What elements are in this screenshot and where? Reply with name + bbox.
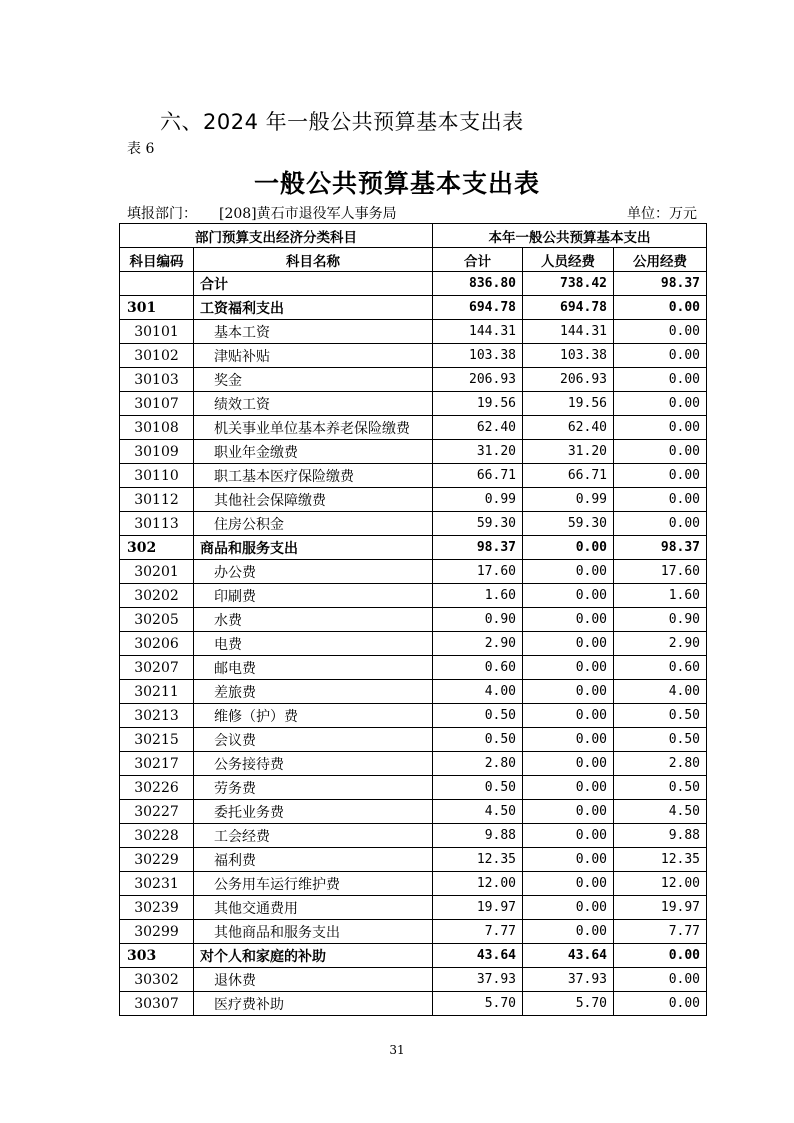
cell-code: 30109 <box>120 440 194 464</box>
cell-name: 水费 <box>194 608 433 632</box>
cell-personnel: 0.00 <box>523 824 614 848</box>
cell-total: 2.80 <box>433 752 523 776</box>
cell-name: 职业年金缴费 <box>194 440 433 464</box>
table-row <box>120 752 707 776</box>
cell-public: 19.97 <box>614 896 707 920</box>
cell-name: 住房公积金 <box>194 512 433 536</box>
cell-public: 98.37 <box>614 272 707 296</box>
cell-total: 1.60 <box>433 584 523 608</box>
cell-code: 30107 <box>120 392 194 416</box>
cell-public: 2.90 <box>614 632 707 656</box>
category-row <box>120 536 707 560</box>
cell-total: 62.40 <box>433 416 523 440</box>
cell-personnel: 43.64 <box>523 944 614 968</box>
cell-public: 0.00 <box>614 296 707 320</box>
cell-code: 30102 <box>120 344 194 368</box>
cell-public: 0.00 <box>614 320 707 344</box>
cell-public: 0.90 <box>614 608 707 632</box>
cell-name: 差旅费 <box>194 680 433 704</box>
header-classification-group: 部门预算支出经济分类科目 <box>120 224 433 248</box>
table-row <box>120 512 707 536</box>
cell-code: 30228 <box>120 824 194 848</box>
cell-public: 0.00 <box>614 968 707 992</box>
cell-name: 委托业务费 <box>194 800 433 824</box>
cell-code: 30239 <box>120 896 194 920</box>
cell-total: 206.93 <box>433 368 523 392</box>
table-row <box>120 848 707 872</box>
cell-personnel: 0.00 <box>523 680 614 704</box>
cell-code: 30307 <box>120 992 194 1016</box>
cell-public: 4.00 <box>614 680 707 704</box>
cell-total: 66.71 <box>433 464 523 488</box>
cell-code: 30231 <box>120 872 194 896</box>
cell-public: 0.50 <box>614 776 707 800</box>
cell-name: 退休费 <box>194 968 433 992</box>
cell-personnel: 37.93 <box>523 968 614 992</box>
header-name: 科目名称 <box>194 248 433 272</box>
cell-name: 机关事业单位基本养老保险缴费 <box>194 416 433 440</box>
header-total: 合计 <box>433 248 523 272</box>
table-row <box>120 728 707 752</box>
cell-total: 31.20 <box>433 440 523 464</box>
cell-personnel: 62.40 <box>523 416 614 440</box>
cell-personnel: 59.30 <box>523 512 614 536</box>
cell-total: 12.35 <box>433 848 523 872</box>
table-row <box>120 560 707 584</box>
cell-personnel: 144.31 <box>523 320 614 344</box>
cell-personnel: 0.00 <box>523 584 614 608</box>
cell-public: 0.60 <box>614 656 707 680</box>
cell-total: 98.37 <box>433 536 523 560</box>
cell-name: 对个人和家庭的补助 <box>194 944 433 968</box>
cell-code: 30299 <box>120 920 194 944</box>
cell-public: 1.60 <box>614 584 707 608</box>
cell-code: 301 <box>120 296 194 320</box>
cell-personnel: 0.00 <box>523 752 614 776</box>
cell-total: 7.77 <box>433 920 523 944</box>
cell-total: 19.97 <box>433 896 523 920</box>
cell-personnel: 0.00 <box>523 776 614 800</box>
cell-total: 0.60 <box>433 656 523 680</box>
cell-name: 公务用车运行维护费 <box>194 872 433 896</box>
cell-name: 会议费 <box>194 728 433 752</box>
cell-public: 2.80 <box>614 752 707 776</box>
cell-total: 0.99 <box>433 488 523 512</box>
header-budget-group: 本年一般公共预算基本支出 <box>433 224 707 248</box>
unit-label: 单位：万元 <box>627 206 697 222</box>
table-row <box>120 392 707 416</box>
cell-public: 12.35 <box>614 848 707 872</box>
cell-code: 30201 <box>120 560 194 584</box>
table-row <box>120 608 707 632</box>
cell-code: 30205 <box>120 608 194 632</box>
cell-public: 9.88 <box>614 824 707 848</box>
cell-total: 9.88 <box>433 824 523 848</box>
cell-total: 4.50 <box>433 800 523 824</box>
cell-code: 30213 <box>120 704 194 728</box>
cell-public: 7.77 <box>614 920 707 944</box>
cell-personnel: 0.00 <box>523 728 614 752</box>
cell-public: 17.60 <box>614 560 707 584</box>
cell-name: 印刷费 <box>194 584 433 608</box>
cell-name: 工会经费 <box>194 824 433 848</box>
cell-name: 工资福利支出 <box>194 296 433 320</box>
cell-total: 0.50 <box>433 776 523 800</box>
cell-name: 医疗费补助 <box>194 992 433 1016</box>
cell-code: 30229 <box>120 848 194 872</box>
cell-personnel: 0.00 <box>523 848 614 872</box>
cell-code: 30110 <box>120 464 194 488</box>
table-row <box>120 656 707 680</box>
cell-code: 30215 <box>120 728 194 752</box>
budget-expenditure-table <box>119 223 707 1016</box>
cell-code: 30226 <box>120 776 194 800</box>
category-row <box>120 296 707 320</box>
total-row <box>120 272 707 296</box>
table-row <box>120 992 707 1016</box>
table-row <box>120 872 707 896</box>
cell-public: 0.00 <box>614 368 707 392</box>
table-row <box>120 824 707 848</box>
cell-total: 0.50 <box>433 704 523 728</box>
cell-name: 劳务费 <box>194 776 433 800</box>
cell-personnel: 0.00 <box>523 704 614 728</box>
table-row <box>120 416 707 440</box>
table-row <box>120 776 707 800</box>
cell-total: 103.38 <box>433 344 523 368</box>
cell-public: 98.37 <box>614 536 707 560</box>
cell-name: 津贴补贴 <box>194 344 433 368</box>
cell-code: 30202 <box>120 584 194 608</box>
cell-total: 4.00 <box>433 680 523 704</box>
cell-personnel: 738.42 <box>523 272 614 296</box>
cell-name: 商品和服务支出 <box>194 536 433 560</box>
cell-public: 0.00 <box>614 464 707 488</box>
cell-total: 2.90 <box>433 632 523 656</box>
cell-personnel: 0.00 <box>523 872 614 896</box>
cell-name: 合计 <box>194 272 433 296</box>
table-label: 表 6 <box>127 141 155 157</box>
cell-code: 30207 <box>120 656 194 680</box>
page-title: 一般公共预算基本支出表 <box>253 169 540 198</box>
cell-code: 30113 <box>120 512 194 536</box>
cell-code: 30103 <box>120 368 194 392</box>
cell-public: 0.00 <box>614 416 707 440</box>
table-row <box>120 488 707 512</box>
cell-code: 303 <box>120 944 194 968</box>
cell-personnel: 19.56 <box>523 392 614 416</box>
cell-code <box>120 272 194 296</box>
cell-personnel: 0.00 <box>523 536 614 560</box>
table-row <box>120 896 707 920</box>
cell-name: 维修（护）费 <box>194 704 433 728</box>
cell-name: 办公费 <box>194 560 433 584</box>
fill-department-info <box>127 203 397 223</box>
table-row <box>120 344 707 368</box>
page-number: 31 <box>389 1043 405 1057</box>
cell-total: 37.93 <box>433 968 523 992</box>
header-personnel: 人员经费 <box>523 248 614 272</box>
section-title: 六、2024 年一般公共预算基本支出表 <box>160 110 524 134</box>
header-public: 公用经费 <box>614 248 707 272</box>
cell-code: 302 <box>120 536 194 560</box>
cell-public: 0.00 <box>614 440 707 464</box>
fill-dept-label: 填报部门： <box>127 206 197 222</box>
table-row <box>120 968 707 992</box>
department-name: [208]黄石市退役军人事务局 <box>219 206 397 222</box>
cell-total: 12.00 <box>433 872 523 896</box>
cell-name: 其他商品和服务支出 <box>194 920 433 944</box>
cell-public: 0.50 <box>614 704 707 728</box>
cell-public: 0.00 <box>614 512 707 536</box>
cell-personnel: 0.00 <box>523 560 614 584</box>
cell-name: 邮电费 <box>194 656 433 680</box>
cell-code: 30211 <box>120 680 194 704</box>
cell-personnel: 0.99 <box>523 488 614 512</box>
cell-total: 0.90 <box>433 608 523 632</box>
cell-name: 公务接待费 <box>194 752 433 776</box>
cell-personnel: 0.00 <box>523 632 614 656</box>
cell-code: 30302 <box>120 968 194 992</box>
cell-personnel: 694.78 <box>523 296 614 320</box>
cell-total: 19.56 <box>433 392 523 416</box>
cell-total: 5.70 <box>433 992 523 1016</box>
cell-personnel: 0.00 <box>523 896 614 920</box>
cell-total: 17.60 <box>433 560 523 584</box>
cell-total: 59.30 <box>433 512 523 536</box>
cell-personnel: 103.38 <box>523 344 614 368</box>
table-row <box>120 704 707 728</box>
cell-name: 基本工资 <box>194 320 433 344</box>
table-row <box>120 584 707 608</box>
cell-name: 绩效工资 <box>194 392 433 416</box>
cell-public: 0.00 <box>614 944 707 968</box>
table-row <box>120 368 707 392</box>
cell-personnel: 0.00 <box>523 656 614 680</box>
cell-code: 30227 <box>120 800 194 824</box>
cell-code: 30112 <box>120 488 194 512</box>
cell-public: 0.00 <box>614 488 707 512</box>
cell-public: 0.00 <box>614 392 707 416</box>
cell-total: 0.50 <box>433 728 523 752</box>
cell-code: 30206 <box>120 632 194 656</box>
table-row <box>120 800 707 824</box>
cell-total: 144.31 <box>433 320 523 344</box>
cell-public: 0.00 <box>614 344 707 368</box>
table-row <box>120 632 707 656</box>
table-row <box>120 680 707 704</box>
cell-personnel: 206.93 <box>523 368 614 392</box>
cell-name: 电费 <box>194 632 433 656</box>
cell-personnel: 0.00 <box>523 920 614 944</box>
cell-name: 奖金 <box>194 368 433 392</box>
cell-name: 其他交通费用 <box>194 896 433 920</box>
cell-personnel: 31.20 <box>523 440 614 464</box>
cell-code: 30217 <box>120 752 194 776</box>
cell-name: 职工基本医疗保险缴费 <box>194 464 433 488</box>
cell-name: 其他社会保障缴费 <box>194 488 433 512</box>
cell-code: 30108 <box>120 416 194 440</box>
cell-personnel: 0.00 <box>523 608 614 632</box>
table-row <box>120 320 707 344</box>
cell-personnel: 66.71 <box>523 464 614 488</box>
cell-total: 694.78 <box>433 296 523 320</box>
cell-personnel: 0.00 <box>523 800 614 824</box>
cell-code: 30101 <box>120 320 194 344</box>
cell-public: 4.50 <box>614 800 707 824</box>
cell-total: 43.64 <box>433 944 523 968</box>
category-row <box>120 944 707 968</box>
cell-public: 0.50 <box>614 728 707 752</box>
table-row <box>120 440 707 464</box>
cell-name: 福利费 <box>194 848 433 872</box>
header-code: 科目编码 <box>120 248 194 272</box>
cell-total: 836.80 <box>433 272 523 296</box>
cell-public: 12.00 <box>614 872 707 896</box>
cell-public: 0.00 <box>614 992 707 1016</box>
cell-personnel: 5.70 <box>523 992 614 1016</box>
table-row <box>120 920 707 944</box>
table-row <box>120 464 707 488</box>
